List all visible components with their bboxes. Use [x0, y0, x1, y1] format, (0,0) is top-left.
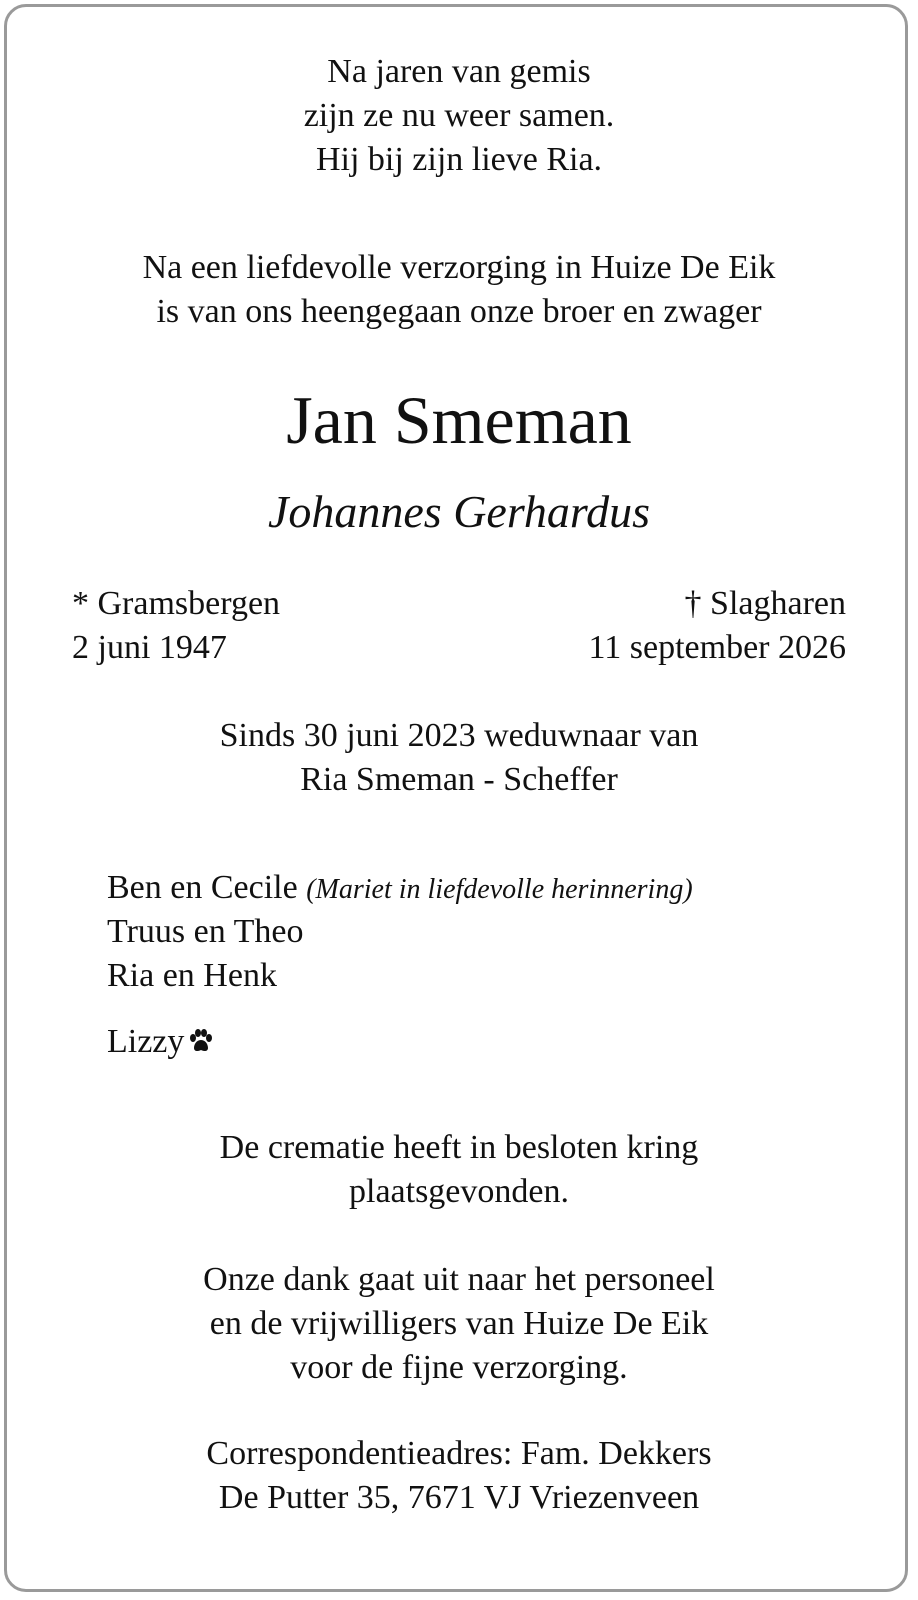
death-date: 11 september 2026 — [588, 629, 846, 666]
death-place: † Slagharen — [684, 585, 846, 622]
cremation-line-2: plaatsgevonden. — [349, 1173, 569, 1210]
widower-line-2: Ria Smeman - Scheffer — [300, 761, 618, 798]
correspondence-line-1: Correspondentieadres: Fam. Dekkers — [206, 1435, 712, 1472]
family-member — [107, 954, 277, 998]
family-member-name: Ria en Henk — [107, 957, 277, 994]
paw-icon — [188, 1028, 214, 1054]
family-member-note: (Mariet in liefdevolle herinnering) — [306, 874, 693, 905]
thanks-line-1: Onze dank gaat uit naar het personeel — [203, 1261, 715, 1298]
deceased-full-name: Johannes Gerhardus — [267, 486, 651, 537]
birth-place: * Gramsbergen — [72, 585, 281, 622]
thanks-line-2: en de vrijwilligers van Huize De Eik — [209, 1305, 709, 1342]
poem-line-3: Hij bij zijn lieve Ria. — [315, 141, 603, 178]
poem-line-2: zijn ze nu weer samen. — [303, 97, 615, 134]
intro-line-1: Na een liefdevolle verzorging in Huize De Eik — [142, 249, 776, 286]
family-pet — [107, 1020, 214, 1064]
intro-line-2: is van ons heengegaan onze broer en zwager — [156, 293, 762, 330]
poem-line-1: Na jaren van gemis — [327, 53, 591, 90]
birth-date: 2 juni 1947 — [72, 629, 227, 666]
pet-name: Lizzy — [107, 1023, 185, 1060]
cremation-line-1: De crematie heeft in besloten kring — [219, 1129, 699, 1166]
family-member-name: Truus en Theo — [107, 913, 304, 950]
correspondence-line-2: De Putter 35, 7671 VJ Vriezenveen — [218, 1479, 700, 1516]
widower-line-1: Sinds 30 juni 2023 weduwnaar van — [219, 717, 699, 754]
family-member — [107, 910, 303, 954]
thanks-line-3: voor de fijne verzorging. — [290, 1349, 628, 1386]
family-member-name: Ben en Cecile — [107, 869, 298, 906]
family-member — [107, 866, 693, 912]
deceased-name: Jan Smeman — [286, 382, 632, 458]
